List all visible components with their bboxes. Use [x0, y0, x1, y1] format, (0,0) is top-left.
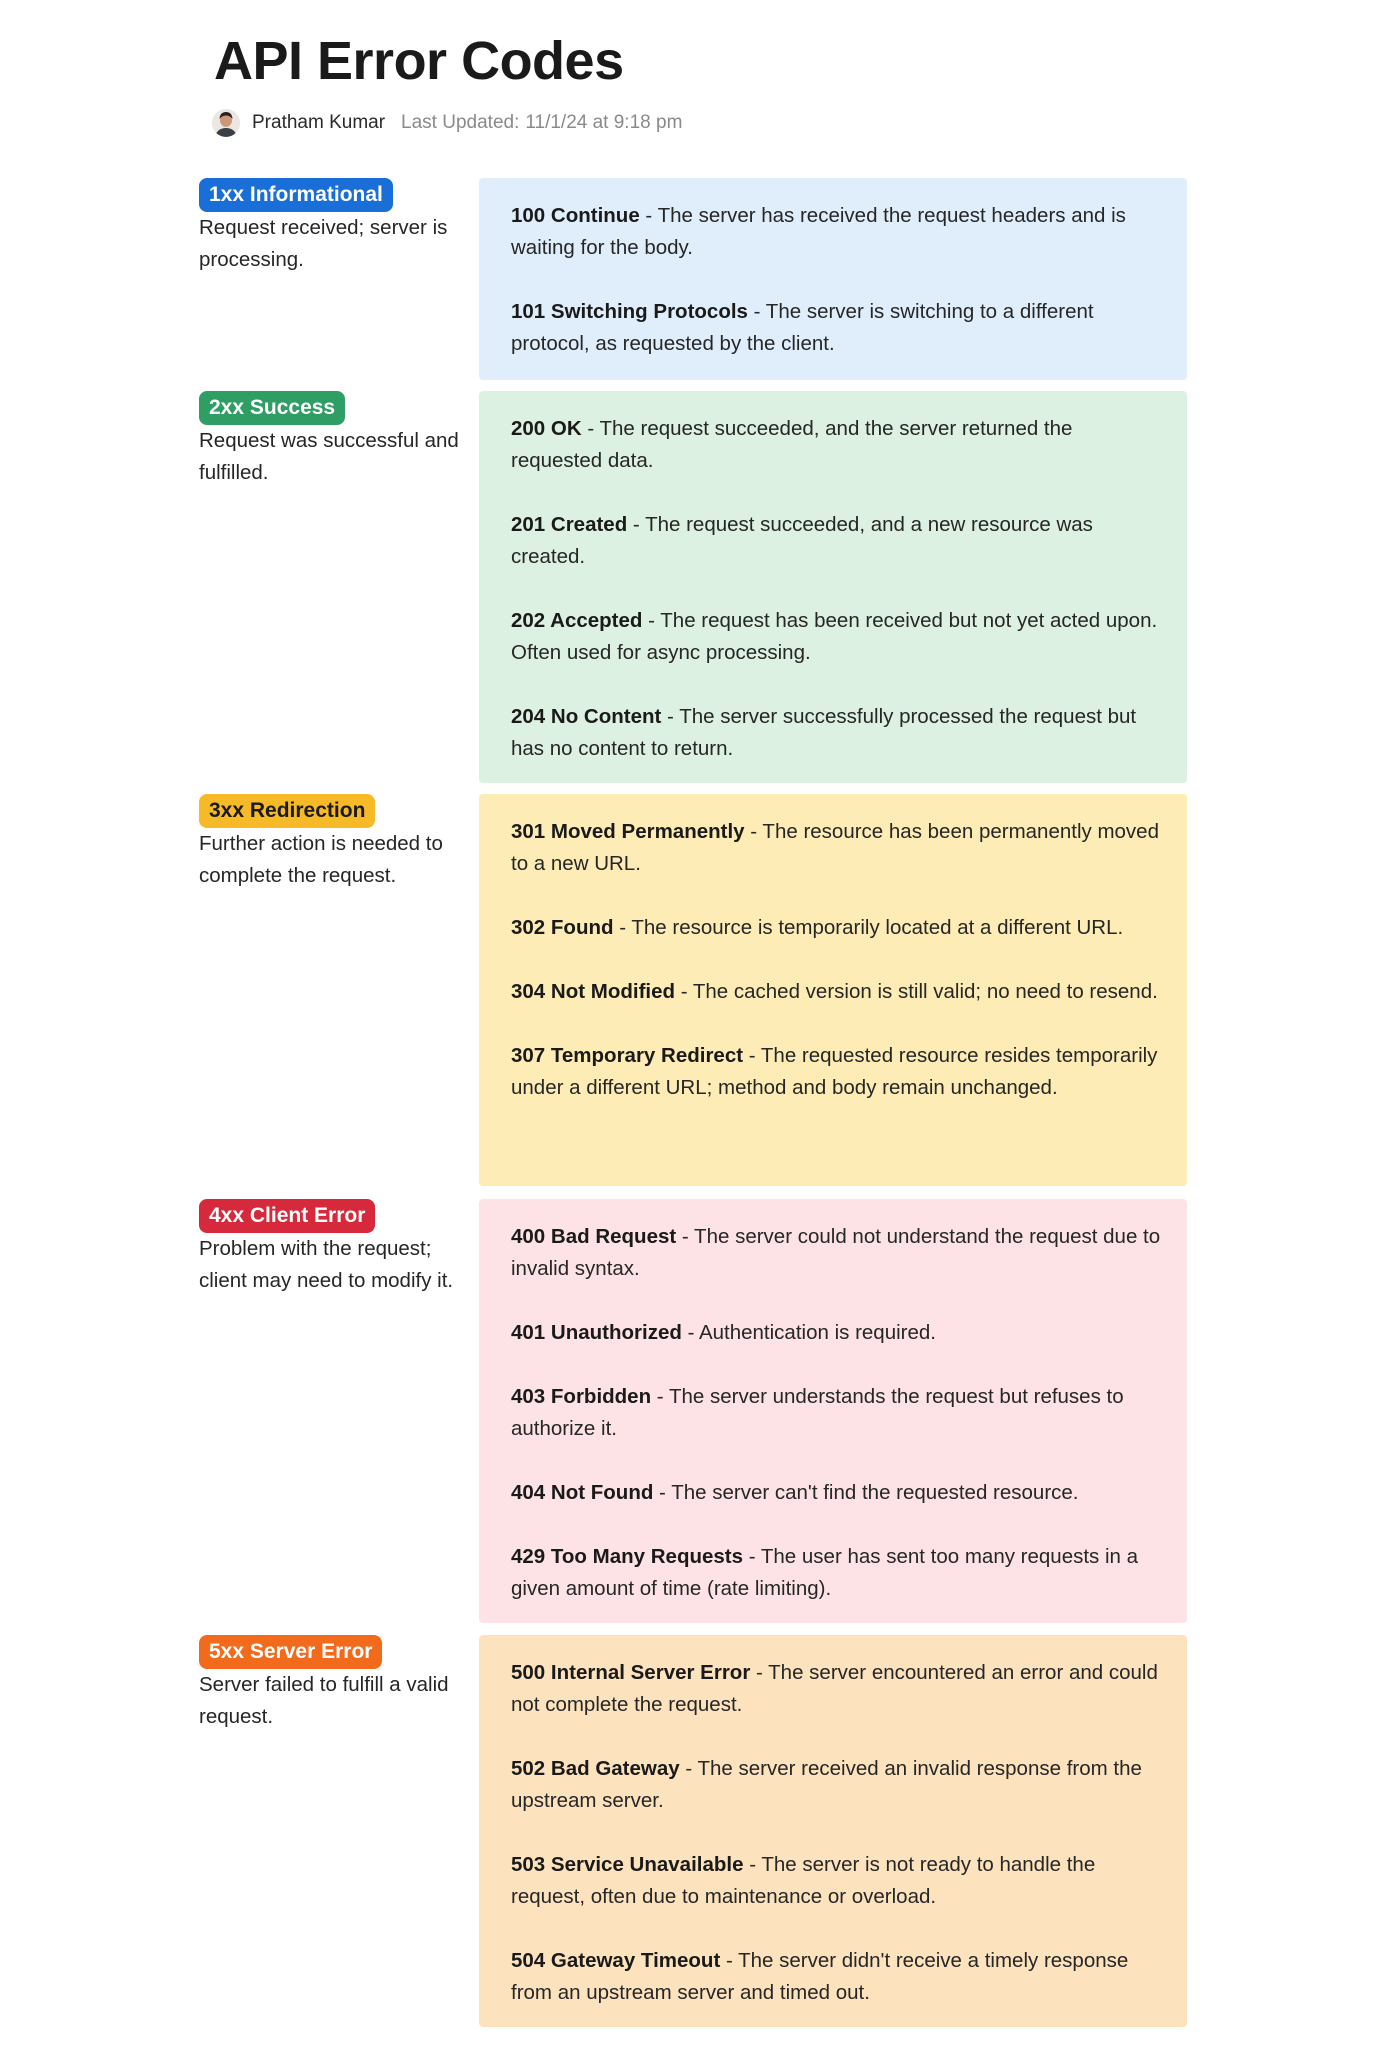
- entry-code: 403 Forbidden: [511, 1385, 652, 1408]
- entry-text: - The server has received the request headers and is waiting for the body.: [511, 204, 1126, 259]
- entry-text: - The request succeeded, and the server returned the requested data.: [511, 417, 1073, 472]
- entry-text: - The server could not understand the request due to invalid syntax.: [511, 1225, 1161, 1280]
- entry-400: [511, 1221, 1167, 1285]
- entry-code: 502 Bad Gateway: [511, 1757, 680, 1780]
- entry-text: - The server received an invalid response from the upstream server.: [511, 1757, 1142, 1812]
- badge-2xx: 2xx Success: [199, 391, 345, 425]
- section-label: [199, 178, 459, 276]
- entry-202: [511, 605, 1167, 669]
- avatar-icon: [212, 109, 240, 137]
- entry-code: 202 Accepted: [511, 609, 643, 632]
- entry-code: 302 Found: [511, 916, 614, 939]
- entry-304: [511, 976, 1167, 1008]
- card-1xx: [479, 178, 1187, 380]
- entry-text: - The server didn't receive a timely response from an upstream server and timed out.: [511, 1949, 1129, 2004]
- entry-text: - The resource is temporarily located at a different URL.: [613, 916, 1124, 939]
- entry-404: [511, 1477, 1167, 1509]
- entry-text: - The server can't find the requested resource.: [653, 1481, 1079, 1504]
- last-updated-value: 11/1/24 at 9:18 pm: [525, 112, 683, 133]
- entry-text: - The server understands the request but refuses to authorize it.: [511, 1385, 1124, 1440]
- entry-502: [511, 1753, 1167, 1817]
- section-label: [199, 1635, 459, 1733]
- entry-text: - The request has been received but not yet acted upon. Often used for async processing.: [511, 609, 1158, 664]
- section-description: Server failed to fulfill a valid request.: [199, 1673, 449, 1728]
- entry-text: - The server is not ready to handle the request, often due to maintenance or overload.: [511, 1853, 1096, 1908]
- card-3xx: [479, 794, 1187, 1186]
- entry-301: [511, 816, 1167, 880]
- page-meta: [212, 107, 682, 139]
- section-label: [199, 794, 459, 892]
- entry-401: [511, 1317, 1167, 1349]
- entry-code: 503 Service Unavailable: [511, 1853, 744, 1876]
- entry-503: [511, 1849, 1167, 1913]
- entry-100: [511, 200, 1167, 264]
- entry-code: 307 Temporary Redirect: [511, 1044, 744, 1067]
- entry-text: - The server is switching to a different protocol, as requested by the client.: [511, 300, 1094, 355]
- entry-text: - Authentication is required.: [681, 1321, 936, 1344]
- entry-200: [511, 413, 1167, 477]
- card-4xx: [479, 1199, 1187, 1623]
- card-5xx: [479, 1635, 1187, 2027]
- page-title: API Error Codes: [214, 31, 624, 91]
- entry-code: 400 Bad Request: [511, 1225, 677, 1248]
- card-2xx: [479, 391, 1187, 783]
- badge-4xx: 4xx Client Error: [199, 1199, 375, 1233]
- entry-code: 404 Not Found: [511, 1481, 654, 1504]
- entry-101: [511, 296, 1167, 360]
- entry-504: [511, 1945, 1167, 2009]
- entry-code: 304 Not Modified: [511, 980, 676, 1003]
- entry-text: - The user has sent too many requests in a given amount of time (rate limiting).: [511, 1545, 1139, 1600]
- entry-code: 101 Switching Protocols: [511, 300, 748, 323]
- entry-code: 401 Unauthorized: [511, 1321, 682, 1344]
- entry-429: [511, 1541, 1167, 1605]
- entry-204: [511, 701, 1167, 765]
- author-name[interactable]: Pratham Kumar: [252, 112, 386, 133]
- section-description: Request was successful and fulfilled.: [199, 429, 459, 484]
- entry-403: [511, 1381, 1167, 1445]
- badge-3xx: 3xx Redirection: [199, 794, 375, 828]
- entry-code: 100 Continue: [511, 204, 640, 227]
- entry-code: 301 Moved Permanently: [511, 820, 745, 843]
- entry-500: [511, 1657, 1167, 1721]
- section-label: [199, 1199, 459, 1297]
- entry-code: 200 OK: [511, 417, 582, 440]
- section-description: Further action is needed to complete the request.: [199, 832, 443, 887]
- entry-text: - The server successfully processed the request but has no content to return.: [511, 705, 1137, 760]
- entry-code: 500 Internal Server Error: [511, 1661, 751, 1684]
- avatar[interactable]: [212, 109, 240, 137]
- entry-201: [511, 509, 1167, 573]
- last-updated-label: Last Updated:: [401, 112, 520, 133]
- entry-302: [511, 912, 1167, 944]
- entry-code: 429 Too Many Requests: [511, 1545, 744, 1568]
- entry-code: 201 Created: [511, 513, 628, 536]
- entry-text: - The request succeeded, and a new resource was created.: [511, 513, 1093, 568]
- section-description: Problem with the request; client may need to modify it.: [199, 1237, 454, 1292]
- entry-307: [511, 1040, 1167, 1104]
- entry-code: 204 No Content: [511, 705, 662, 728]
- entry-text: - The resource has been permanently moved to a new URL.: [511, 820, 1159, 875]
- entry-text: - The server encountered an error and could not complete the request.: [511, 1661, 1158, 1716]
- entry-text: - The cached version is still valid; no need to resend.: [675, 980, 1158, 1003]
- entry-code: 504 Gateway Timeout: [511, 1949, 721, 1972]
- badge-5xx: 5xx Server Error: [199, 1635, 382, 1669]
- section-description: Request received; server is processing.: [199, 216, 448, 271]
- section-label: [199, 391, 459, 489]
- badge-1xx: 1xx Informational: [199, 178, 393, 212]
- entry-text: - The requested resource resides temporarily under a different URL; method and body remain unchanged.: [511, 1044, 1158, 1099]
